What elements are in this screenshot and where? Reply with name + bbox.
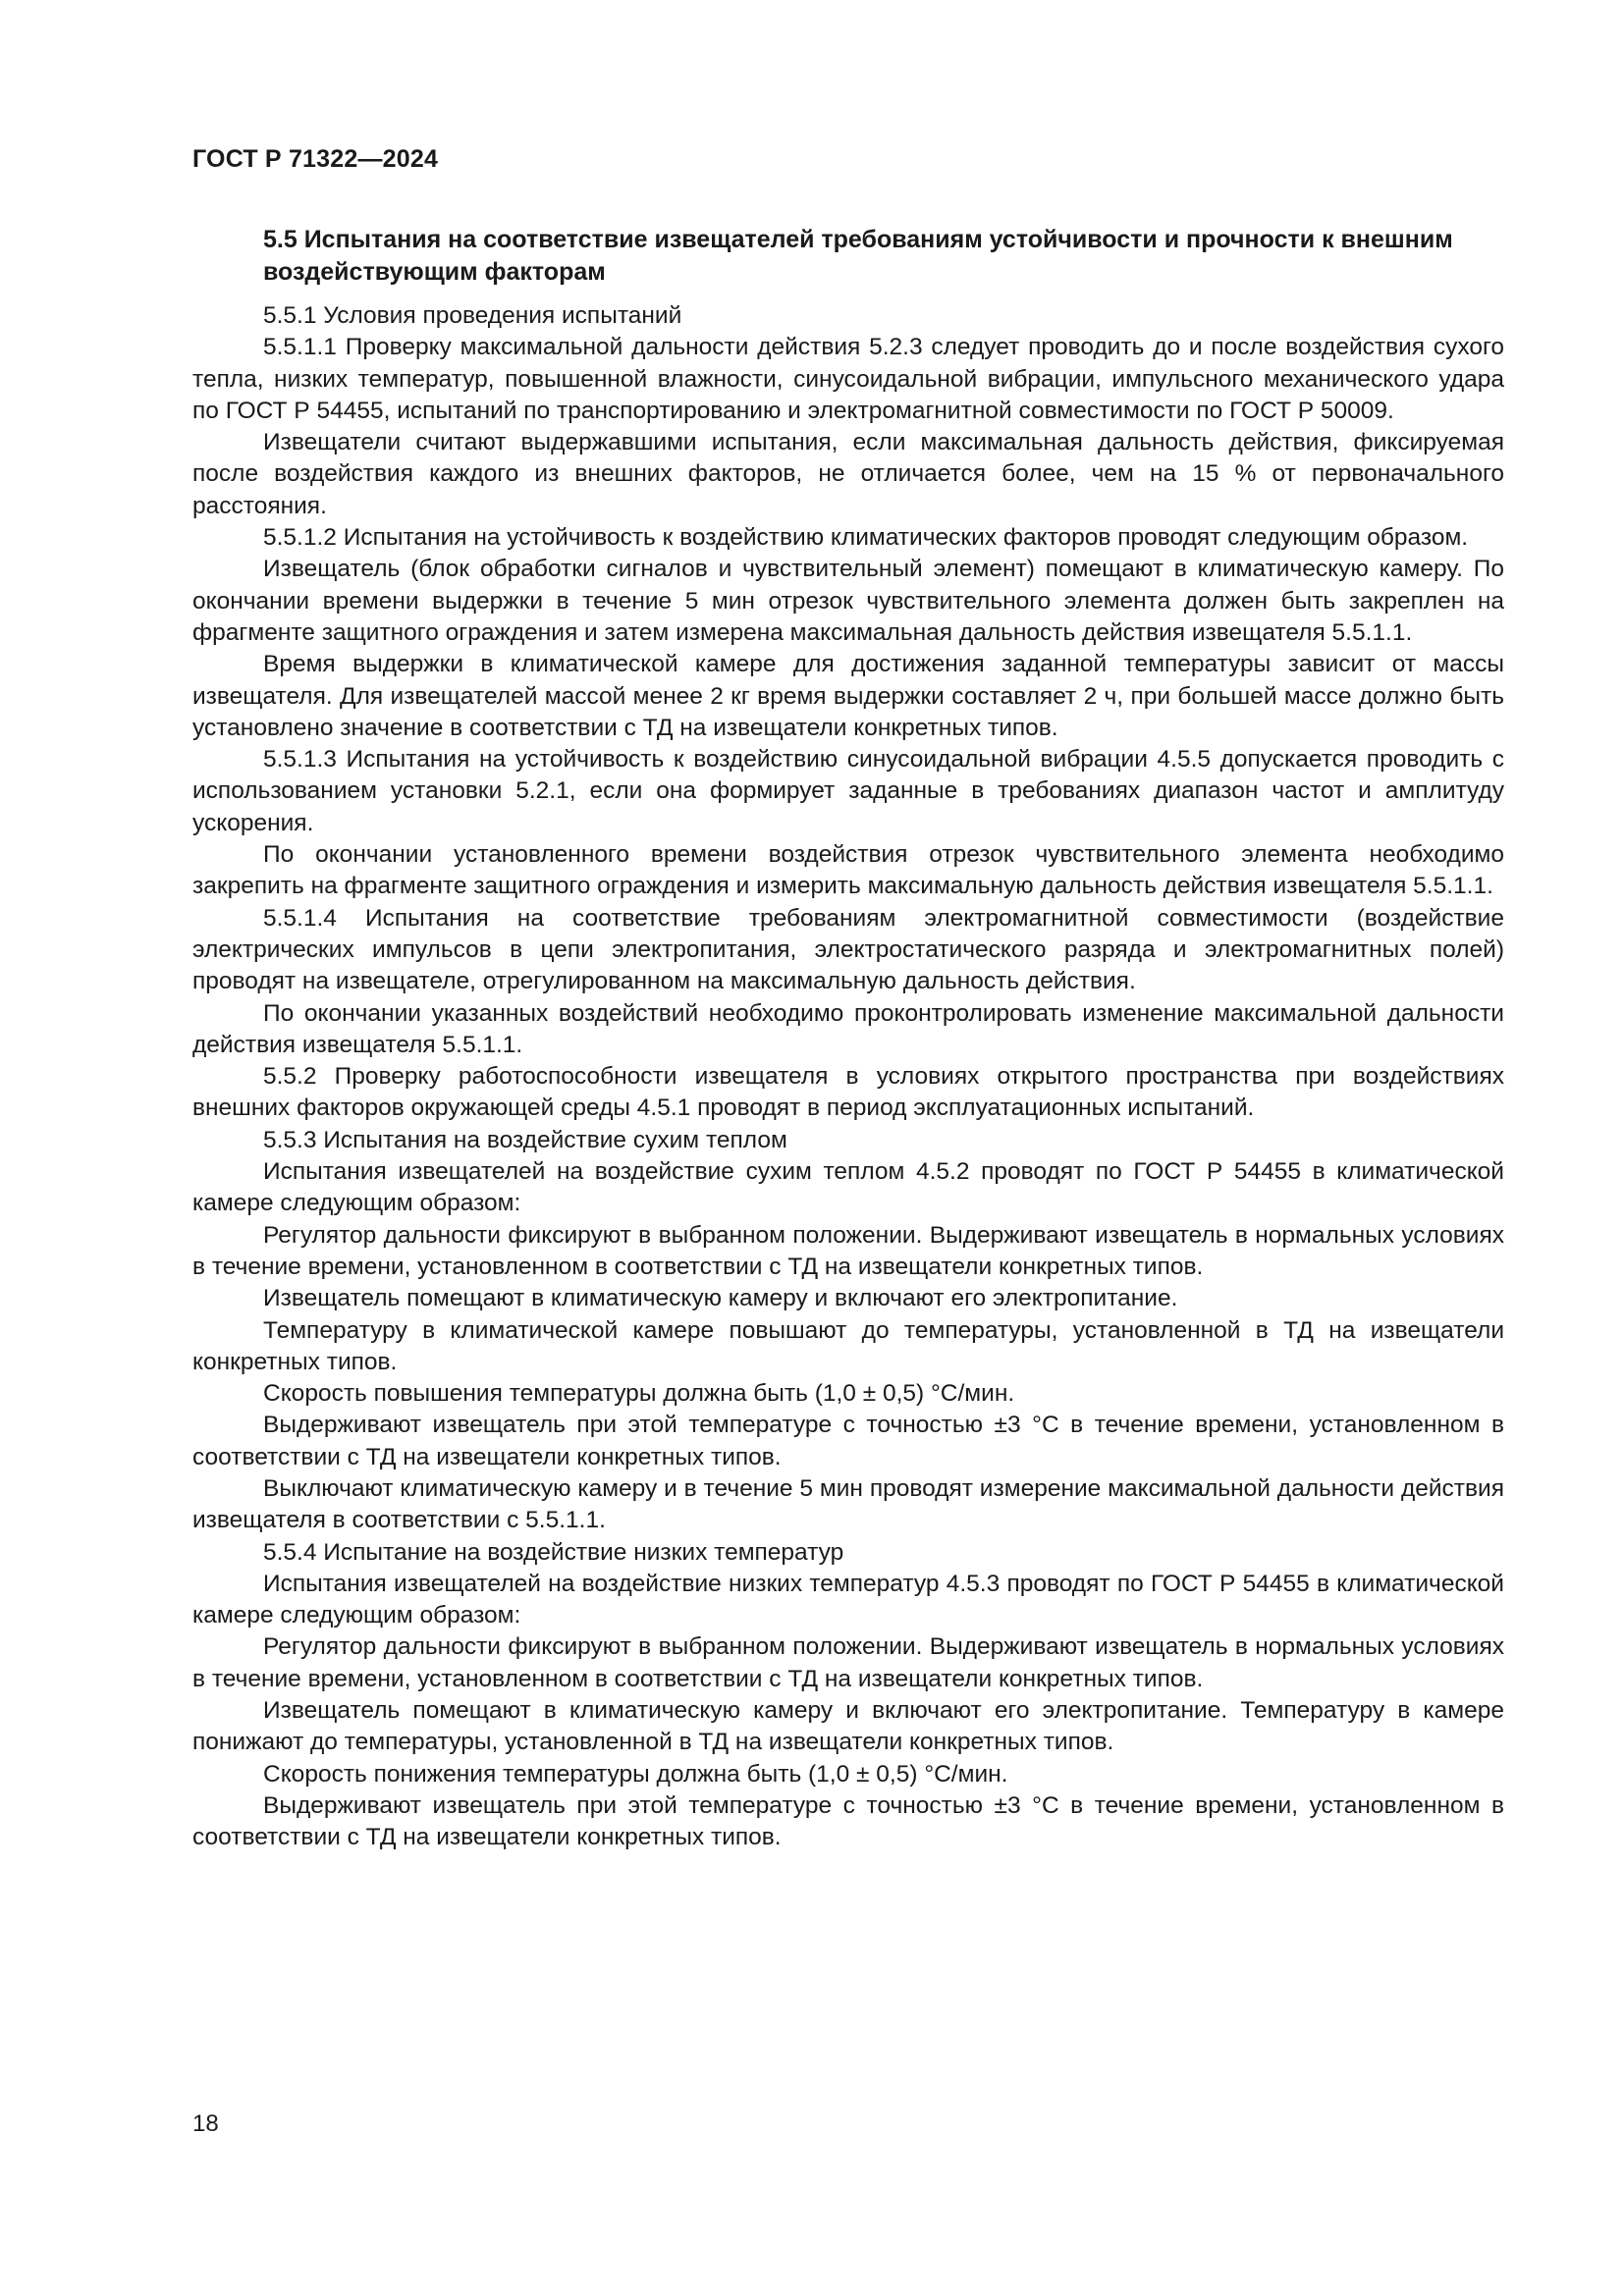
paragraph: Выключают климатическую камеру и в течение 5 мин проводят измерение максимальной дальности действия извещателя в соответствии с 5.5.1.1. [192,1474,1504,1534]
paragraph: По окончании указанных воздействий необходимо проконтролировать изменение максимальной дальности действия извещателя 5.5.1.1. [192,999,1504,1058]
paragraph: Извещатели считают выдержавшими испытания, если максимальная дальность действия, фиксируемая после воздействия каждого из внешних факторов, не отличается более, чем на 15 % от первоначального расстояния. [192,429,1504,519]
paragraph: Время выдержки в климатической камере для достижения заданной температуры зависит от массы извещателя. Для извещателей массой менее 2 кг время выдержки составляет 2 ч, при большей массе должно быть установлено значение в соответствии с ТД на извещатели конкретных типов. [192,651,1504,741]
paragraph: 5.5.1.3 Испытания на устойчивость к воздействию синусоидальной вибрации 4.5.5 допускается проводить с использованием установки 5.2.1, если она формирует заданные в требованиях диапазон частот и амплитуду ускорения. [192,746,1504,836]
document-header: ГОСТ Р 71322—2024 [192,145,439,173]
page-number: 18 [192,2110,219,2137]
paragraph: 5.5.1.4 Испытания на соответствие требованиям электромагнитной совместимости (воздействие электрических импульсов в цепи электропитания, электростатического разряда и электромагнитных полей) проводят на извещателе, отрегулированном на максимальную дальность действия. [192,904,1504,995]
paragraph: Температуру в климатической камере повышают до температуры, установленной в ТД на извещатели конкретных типов. [192,1316,1504,1375]
paragraph: Регулятор дальности фиксируют в выбранном положении. Выдерживают извещатель в нормальных условиях в течение времени, установленном в соответствии с ТД на извещатели конкретных типов. [192,1221,1504,1280]
document-body [192,300,1504,1854]
paragraph: Извещатель помещают в климатическую камеру и включают его электропитание. Температуру в камере понижают до температуры, установленной в ТД на извещатели конкретных типов. [192,1697,1504,1756]
paragraph: Испытания извещателей на воздействие сухим теплом 4.5.2 проводят по ГОСТ Р 54455 в климатической камере следующим образом: [192,1158,1504,1217]
section-title: 5.5 Испытания на соответствие извещателей требованиям устойчивости и прочности к внешним воздействующим факторам [263,226,1453,286]
paragraph: 5.5.1.2 Испытания на устойчивость к воздействию климатических факторов проводят следующим образом. [263,524,1469,552]
paragraph: По окончании установленного времени воздействия отрезок чувствительного элемента необходимо закрепить на фрагменте защитного ограждения и измерить максимальную дальность действия извещателя 5.5.1.1. [192,841,1504,900]
paragraph: Извещатель помещают в климатическую камеру и включают его электропитание. [263,1285,1178,1312]
paragraph: Скорость понижения температуры должна быть (1,0 ± 0,5) °С/мин. [263,1760,1008,1788]
paragraph: Извещатель (блок обработки сигналов и чувствительный элемент) помещают в климатическую камеру. По окончании времени выдержки в течение 5 мин отрезок чувствительного элемента должен быть закреплен на фрагменте защитного ограждения и затем измерена максимальная дальность действия извещателя 5.5.1.1. [192,556,1504,646]
paragraph: 5.5.4 Испытание на воздействие низких температур [263,1538,844,1566]
paragraph: Регулятор дальности фиксируют в выбранном положении. Выдерживают извещатель в нормальных условиях в течение времени, установленном в соответствии с ТД на извещатели конкретных типов. [192,1633,1504,1692]
paragraph: Выдерживают извещатель при этой температуре с точностью ±3 °С в течение времени, установленном в соответствии с ТД на извещатели конкретных типов. [192,1412,1504,1470]
paragraph: 5.5.3 Испытания на воздействие сухим теплом [263,1126,787,1153]
paragraph: Испытания извещателей на воздействие низких температур 4.5.3 проводят по ГОСТ Р 54455 в климатической камере следующим образом: [192,1570,1504,1629]
paragraph: Скорость повышения температуры должна быть (1,0 ± 0,5) °С/мин. [263,1380,1015,1408]
paragraph: 5.5.1.1 Проверку максимальной дальности действия 5.2.3 следует проводить до и после воздействия сухого тепла, низких температур, повышенной влажности, синусоидальной вибрации, импульсного механического удара по ГОСТ Р 54455, испытаний по транспортированию и электромагнитной совместимости по ГОСТ Р 50009. [192,334,1504,424]
paragraph: Выдерживают извещатель при этой температуре с точностью ±3 °С в течение времени, установленном в соответствии с ТД на извещатели конкретных типов. [192,1791,1504,1851]
paragraph: 5.5.2 Проверку работоспособности извещателя в условиях открытого пространства при воздействиях внешних факторов окружающей среды 4.5.1 проводят в период эксплуатационных испытаний. [192,1063,1504,1122]
paragraph: 5.5.1 Условия проведения испытаний [263,302,682,329]
